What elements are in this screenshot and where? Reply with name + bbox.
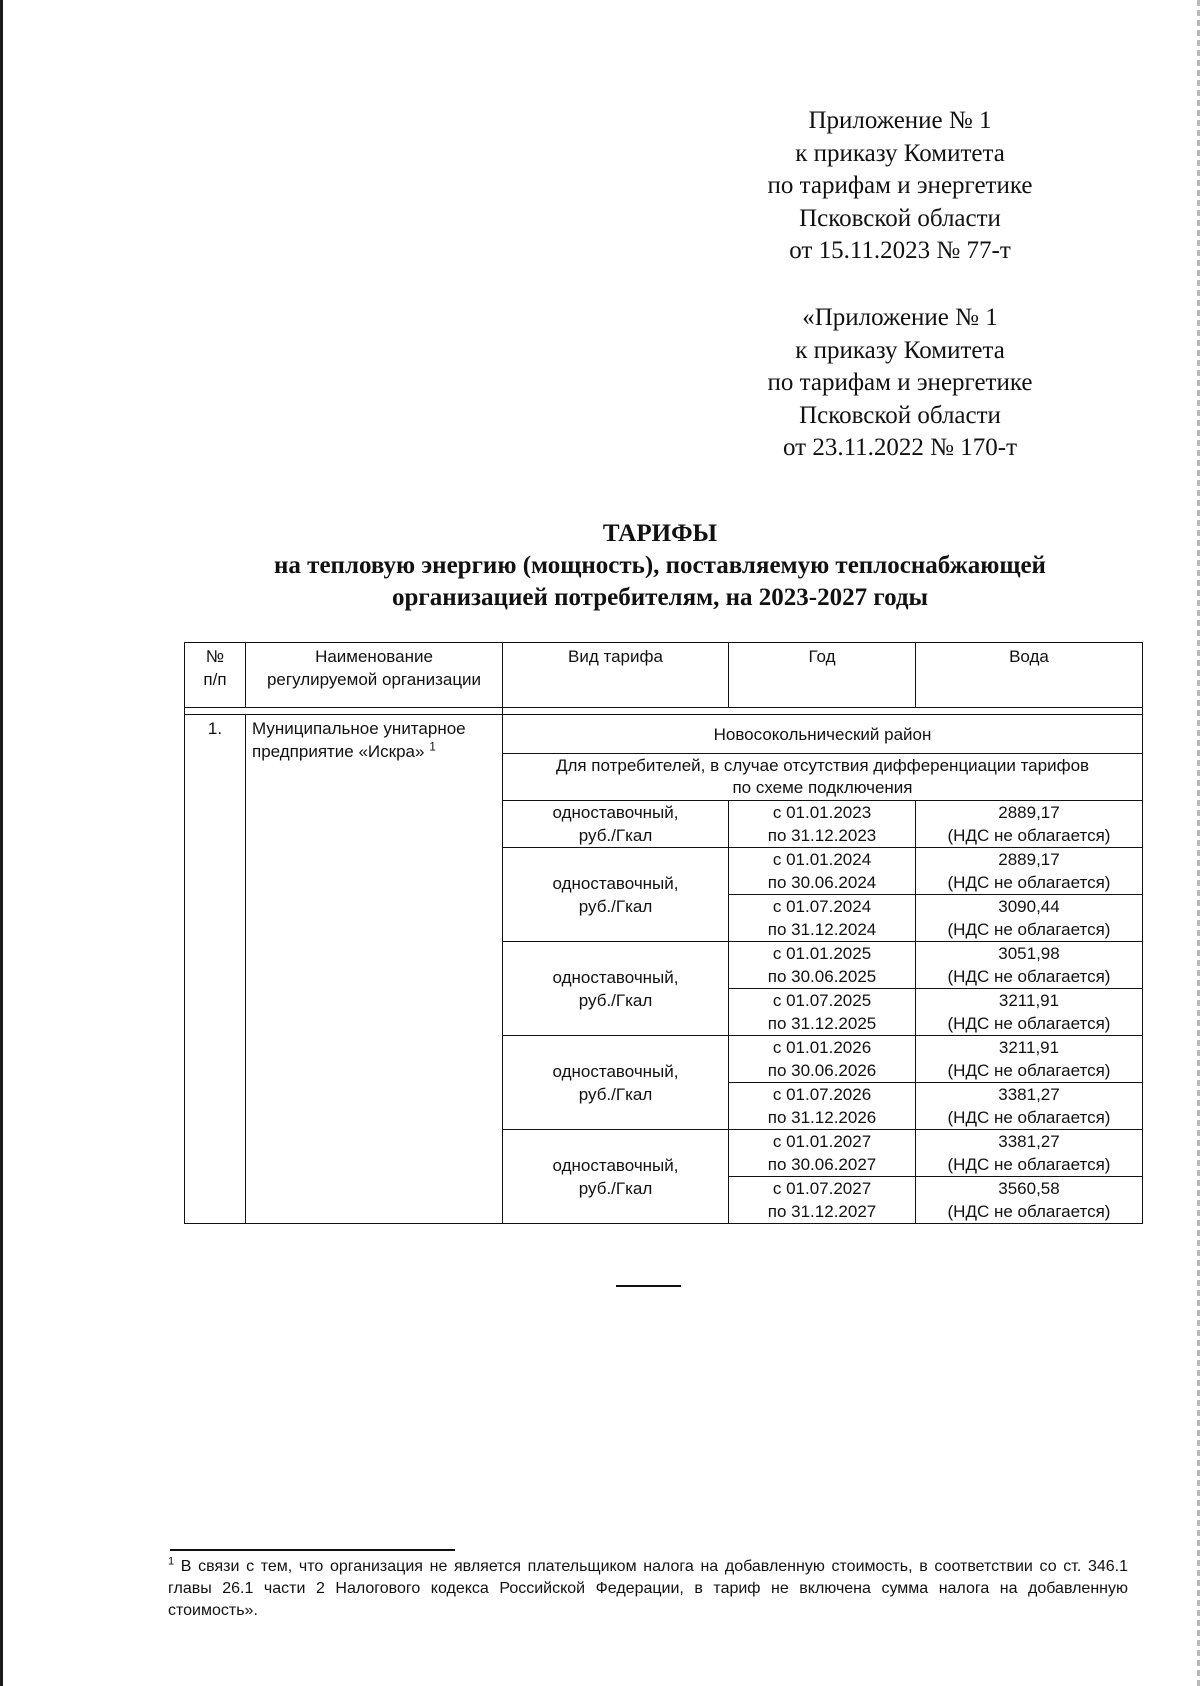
- annex-line: от 23.11.2022 № 170-т: [782, 434, 1018, 461]
- tariff-type-cell: одноставочный, руб./Гкал: [503, 1130, 729, 1224]
- org-name: Муниципальное унитарное предприятие «Искра» $^1$: [246, 715, 503, 1224]
- period-cell: с 01.01.2023 по 31.12.2023: [729, 801, 916, 848]
- annex-header-previous: [720, 302, 1080, 465]
- header-year: Год: [729, 643, 916, 708]
- table-header-row: [185, 643, 1143, 708]
- period-cell: с 01.07.2025 по 31.12.2025: [729, 989, 916, 1036]
- footnote-separator: [170, 1549, 455, 1551]
- water-tariff-cell: 3381,27 (НДС не облагается): [916, 1130, 1143, 1177]
- water-tariff-cell: 3381,27 (НДС не облагается): [916, 1083, 1143, 1130]
- header-org: Наименование регулируемой организации: [246, 643, 503, 708]
- footnote-ref: 1: [429, 739, 436, 754]
- header-tariff-type: Вид тарифа: [503, 643, 729, 708]
- tariff-type-cell: одноставочный, руб./Гкал: [503, 848, 729, 942]
- water-tariff-cell: 2889,17 (НДС не облагается): [916, 801, 1143, 848]
- annex-line: к приказу Комитета: [795, 336, 1005, 364]
- document-title: [160, 518, 1160, 614]
- tariff-type-cell: одноставочный, руб./Гкал: [503, 942, 729, 1036]
- annex-line: Псковской области: [799, 204, 1001, 232]
- title-line: организацией потребителям, на 2023-2027 годы: [391, 584, 929, 611]
- annex-line: к приказу Комитета: [795, 139, 1005, 167]
- consumer-category: Для потребителей, в случае отсутствия дифференциации тарифов по схеме подключения: [503, 754, 1143, 801]
- annex-line: «Приложение № 1: [802, 304, 998, 331]
- tariff-type-cell: одноставочный, руб./Гкал: [503, 1036, 729, 1130]
- period-cell: с 01.01.2025 по 30.06.2025: [729, 942, 916, 989]
- header-num: № п/п: [185, 643, 246, 708]
- period-cell: с 01.01.2027 по 30.06.2027: [729, 1130, 916, 1177]
- period-cell: с 01.07.2026 по 31.12.2026: [729, 1083, 916, 1130]
- annex-line: от 15.11.2023 № 77-т: [789, 237, 1011, 264]
- row-number: 1.: [185, 715, 246, 1224]
- annex-line: Псковской области: [799, 401, 1001, 429]
- annex-line: по тарифам и энергетике: [767, 172, 1033, 199]
- water-tariff-cell: 3560,58 (НДС не облагается): [916, 1177, 1143, 1224]
- period-cell: с 01.07.2024 по 31.12.2024: [729, 895, 916, 942]
- annex-line: Приложение № 1: [808, 107, 992, 134]
- period-cell: с 01.07.2027 по 31.12.2027: [729, 1177, 916, 1224]
- water-tariff-cell: 3051,98 (НДС не облагается): [916, 942, 1143, 989]
- footnote-text: В связи с тем, что организация не является плательщиком налога на добавленную стоимость, в соответствии со ст. 346.1 главы 26.1 части 2 Налогового кодекса Российской Федерации, в тариф не включена сумма налога на добавленную стоимость».: [168, 1558, 1128, 1619]
- district-name: Новосокольнический район: [503, 715, 1143, 754]
- water-tariff-cell: 3211,91 (НДС не облагается): [916, 989, 1143, 1036]
- water-tariff-cell: 3211,91 (НДС не облагается): [916, 1036, 1143, 1083]
- title-line: ТАРИФЫ: [602, 520, 718, 547]
- period-cell: с 01.01.2026 по 30.06.2026: [729, 1036, 916, 1083]
- annex-header-current: [720, 105, 1080, 268]
- water-tariff-cell: 3090,44 (НДС не облагается): [916, 895, 1143, 942]
- water-tariff-cell: 2889,17 (НДС не облагается): [916, 848, 1143, 895]
- period-cell: с 01.01.2024 по 30.06.2024: [729, 848, 916, 895]
- tariff-type-cell: одноставочный, руб./Гкал: [503, 801, 729, 848]
- end-rule: [616, 1285, 681, 1287]
- table-row: [185, 715, 1143, 754]
- tariff-table: [184, 642, 1143, 1224]
- annex-line: по тарифам и энергетике: [767, 369, 1033, 396]
- title-line: на тепловую энергию (мощность), поставляемую теплоснабжающей: [274, 552, 1046, 579]
- header-water: Вода: [916, 643, 1143, 708]
- scan-edge-left: [0, 0, 3, 1686]
- footnote: [168, 1556, 1128, 1622]
- footnote-mark: 1: [168, 1555, 175, 1568]
